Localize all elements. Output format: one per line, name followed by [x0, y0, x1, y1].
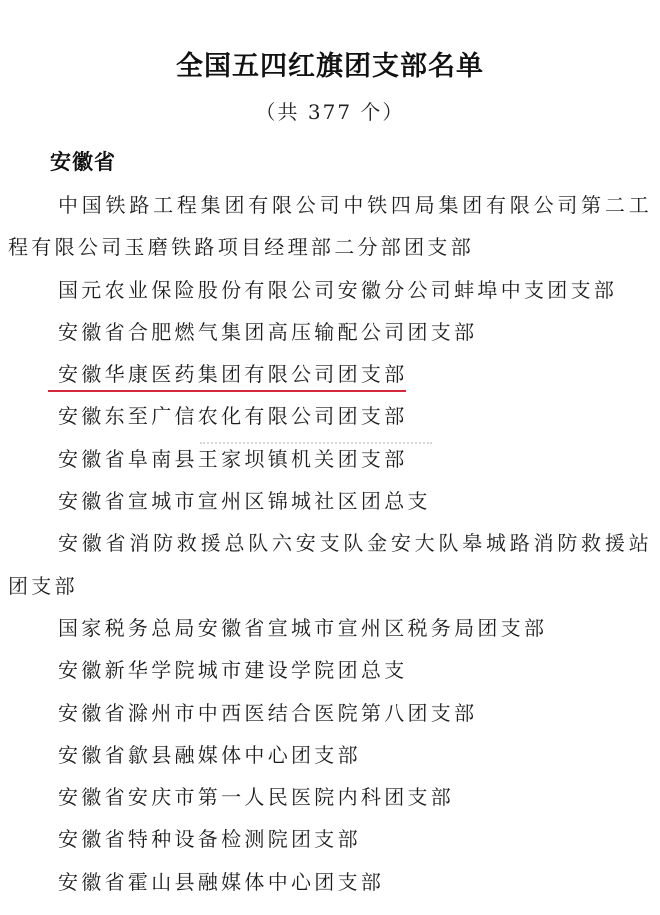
count-note: （共 377 个） [255, 100, 405, 124]
section-heading-anhui: 安徽省 [50, 150, 116, 174]
entry-list [0, 184, 660, 903]
list-item: 安徽省阜南县王家坝镇机关团支部 [58, 446, 408, 471]
highlighted-list-item: 安徽华康医药集团有限公司团支部 [58, 362, 408, 387]
list-item: 安徽东至广信农化有限公司团支部 [58, 404, 408, 429]
list-item: 安徽省合肥燃气集团高压输配公司团支部 [58, 319, 478, 344]
list-item: 安徽省消防救援总队六安支队金安大队皋城路消防救援站团支部 [8, 531, 652, 598]
list-item: 安徽省滁州市中西医结合医院第八团支部 [58, 700, 478, 725]
red-highlight-underline [48, 390, 406, 392]
list-item: 国家税务总局安徽省宣城市宣州区税务局团支部 [58, 615, 548, 640]
list-item: 安徽省安庆市第一人民医院内科团支部 [58, 785, 455, 810]
document-title: 全国五四红旗团支部名单 [176, 51, 484, 82]
list-item: 安徽省歙县融媒体中心团支部 [58, 742, 361, 767]
list-item: 安徽新华学院城市建设学院团总支 [58, 658, 408, 683]
list-item: 安徽省霍山县融媒体中心团支部 [58, 869, 385, 894]
list-item: 安徽省宣城市宣州区锦城社区团总支 [58, 489, 431, 514]
list-item: 中国铁路工程集团有限公司中铁四局集团有限公司第二工程有限公司玉磨铁路项目经理部二分部团支部 [8, 193, 652, 260]
faint-bleed-through-mark [200, 442, 432, 446]
list-item: 安徽省特种设备检测院团支部 [58, 827, 361, 852]
list-item: 国元农业保险股份有限公司安徽分公司蚌埠中支团支部 [58, 277, 618, 302]
